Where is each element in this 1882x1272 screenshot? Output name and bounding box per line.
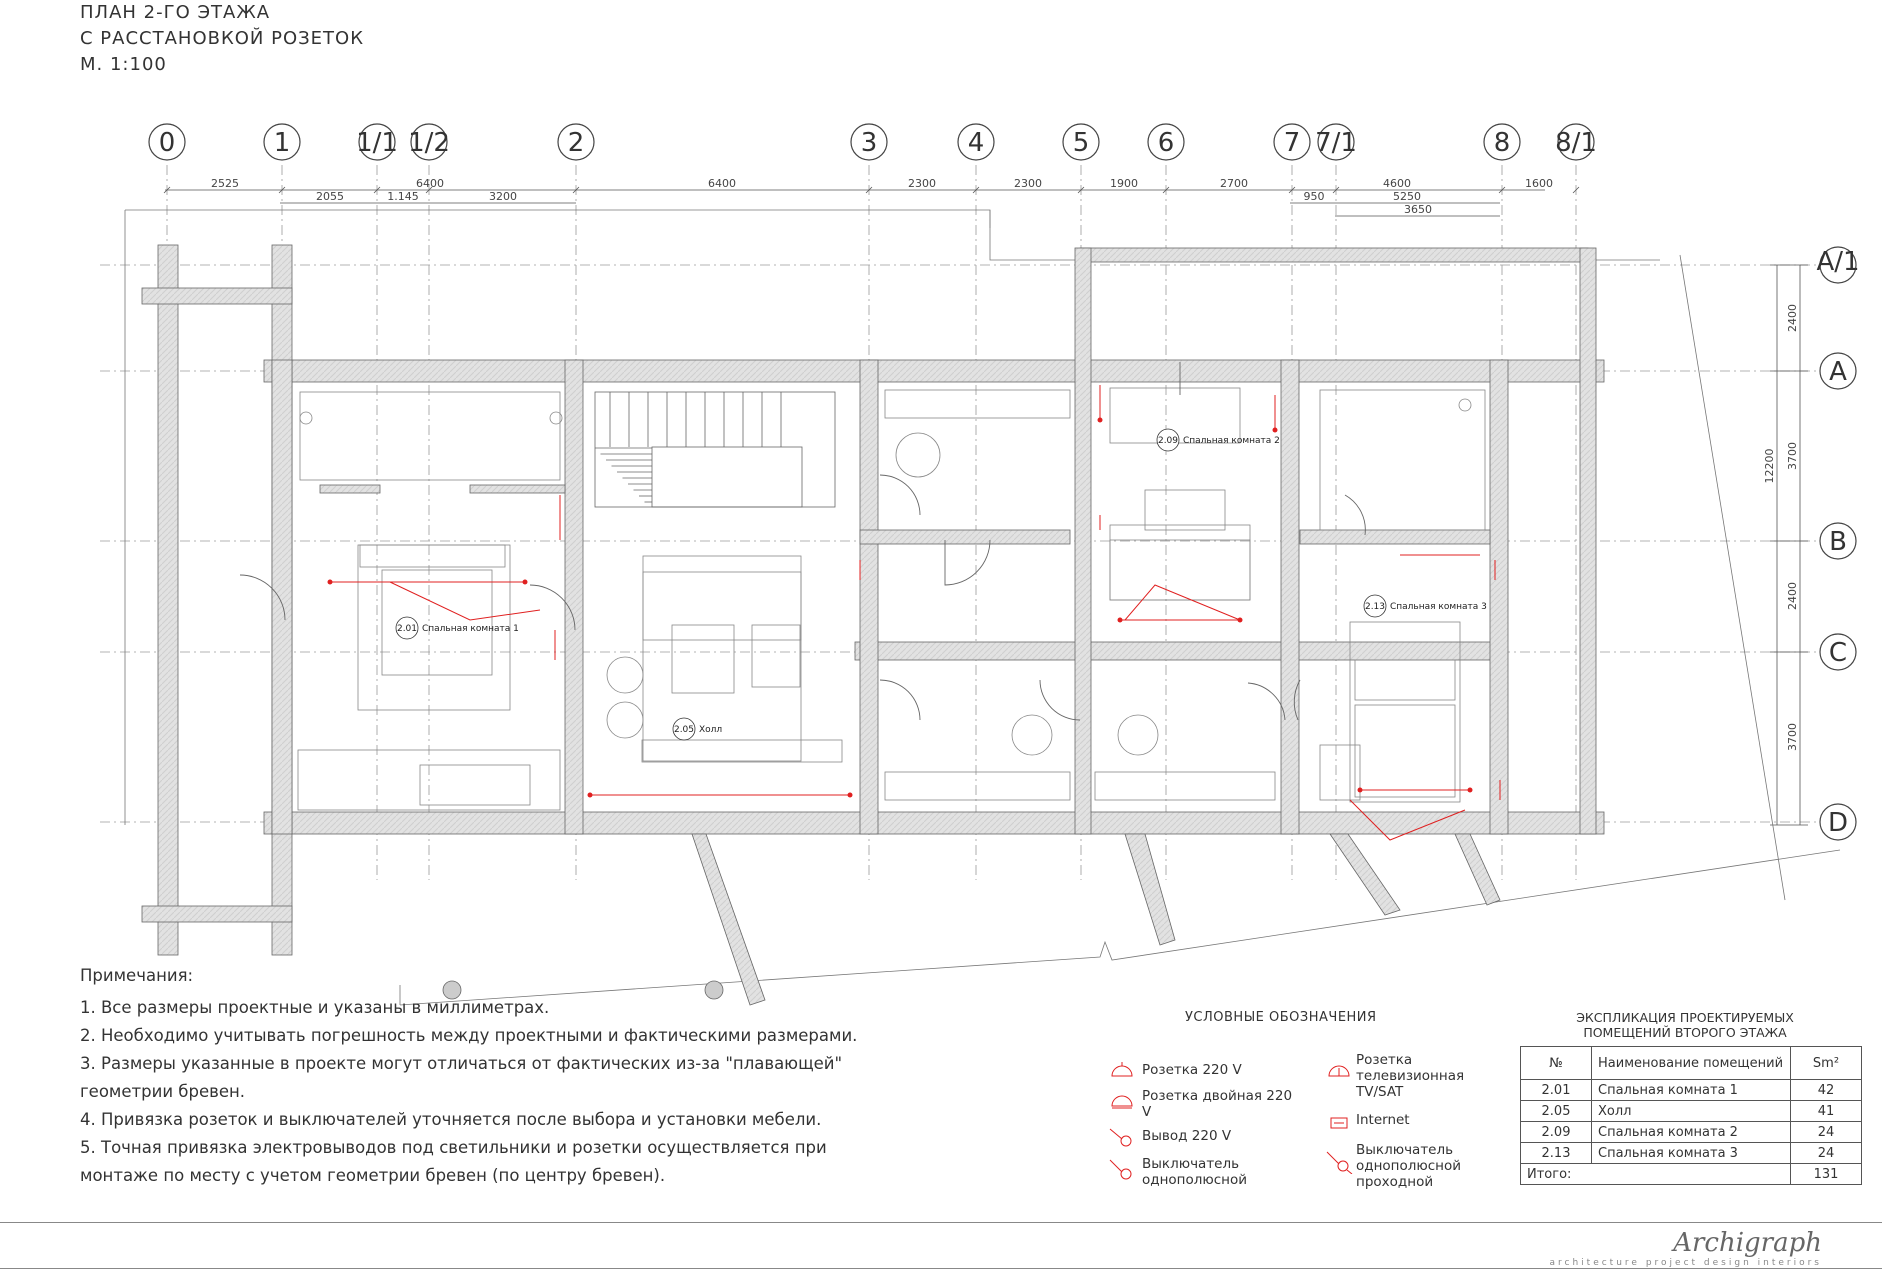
axis-marker-0 xyxy=(149,124,185,160)
company-logo: Archigraph xyxy=(1673,1228,1822,1258)
svg-text:4: 4 xyxy=(967,128,985,158)
dimension-label: 3700 xyxy=(1786,442,1799,470)
socket-icon xyxy=(1108,1060,1136,1084)
axis-marker-5 xyxy=(1063,124,1099,160)
table-row xyxy=(1521,1122,1862,1143)
svg-text:Спальная комната 1: Спальная комната 1 xyxy=(422,624,519,634)
axis-marker-7-1 xyxy=(1315,124,1357,160)
note-line: 5. Точная привязка электровыводов под светильники и розетки осуществляется при xyxy=(80,1138,827,1157)
dimension-label: 1600 xyxy=(1525,177,1553,190)
dimension-label: 1.145 xyxy=(387,190,419,203)
outlet-220-icon xyxy=(1108,1125,1136,1149)
svg-text:Холл: Холл xyxy=(699,725,723,735)
note-line: 2. Необходимо учитывать погрешность между проектными и фактическими размерами. xyxy=(80,1026,858,1045)
dimension-label: 6400 xyxy=(416,177,444,190)
svg-text:A: A xyxy=(1829,357,1847,387)
svg-text:A/1: A/1 xyxy=(1816,247,1860,277)
legend-label: Розетка двойная 220 V xyxy=(1142,1088,1293,1120)
cell-name: Холл xyxy=(1592,1101,1791,1122)
dimension-label: 2055 xyxy=(316,190,344,203)
footer-divider xyxy=(0,1222,1882,1223)
svg-text:Спальная комната 2: Спальная комната 2 xyxy=(1183,436,1280,446)
cell-name: Спальная комната 1 xyxy=(1592,1080,1791,1101)
svg-text:2.05: 2.05 xyxy=(673,725,695,735)
tv-socket-icon xyxy=(1325,1060,1353,1084)
svg-text:1/1: 1/1 xyxy=(356,128,398,158)
axis-marker-7 xyxy=(1274,124,1310,160)
dimension-label: 2300 xyxy=(1014,177,1042,190)
explication-title-line: ПОМЕЩЕНИЙ ВТОРОГО ЭТАЖА xyxy=(1583,1025,1787,1040)
legend-title: УСЛОВНЫЕ ОБОЗНАЧЕНИЯ xyxy=(1185,1010,1377,1025)
axis-marker-3 xyxy=(851,124,887,160)
explication xyxy=(1520,1010,1880,1182)
col-area-header: Sm² xyxy=(1791,1047,1862,1080)
dimension-label: 6400 xyxy=(708,177,736,190)
legend-label: Розетка телевизионная TV/SAT xyxy=(1356,1052,1465,1100)
pass-switch-icon xyxy=(1325,1150,1353,1174)
cell-num: 2.09 xyxy=(1521,1122,1592,1143)
svg-text:5: 5 xyxy=(1072,128,1090,158)
total-label: Итого: xyxy=(1521,1164,1791,1185)
company-tagline: architecture project design interiors xyxy=(1549,1258,1822,1268)
staircase xyxy=(595,392,835,507)
axis-marker-1-2 xyxy=(408,124,450,160)
svg-text:8/1: 8/1 xyxy=(1555,128,1597,158)
note-line: 1. Все размеры проектные и указаны в миллиметрах. xyxy=(80,998,550,1017)
dimension-chains xyxy=(164,187,1579,216)
svg-text:2.13: 2.13 xyxy=(1364,602,1386,612)
axis-marker-4 xyxy=(958,124,994,160)
table-row xyxy=(1521,1101,1862,1122)
plan-subtitle: С РАССТАНОВКОЙ РОЗЕТОК xyxy=(80,28,364,49)
plan-title: ПЛАН 2-ГО ЭТАЖА xyxy=(80,2,271,23)
dimension-label: 1900 xyxy=(1110,177,1138,190)
horizontal-axis-markers xyxy=(1816,247,1859,840)
dimension-label: 2400 xyxy=(1786,304,1799,332)
walls xyxy=(142,245,1604,955)
dimension-label: 5250 xyxy=(1393,190,1421,203)
cell-area: 42 xyxy=(1791,1080,1862,1101)
table-row xyxy=(1521,1080,1862,1101)
axis-marker-A xyxy=(1820,353,1856,389)
cell-num: 2.13 xyxy=(1521,1143,1592,1164)
cell-name: Спальная комната 3 xyxy=(1592,1143,1791,1164)
svg-text:1/2: 1/2 xyxy=(408,128,450,158)
note-line: геометрии бревен. xyxy=(80,1082,245,1101)
svg-text:0: 0 xyxy=(158,128,176,158)
axis-marker-2 xyxy=(558,124,594,160)
legend-label: Выключатель однополюсной xyxy=(1142,1156,1248,1188)
col-num-header: № xyxy=(1521,1047,1592,1080)
svg-text:8: 8 xyxy=(1493,128,1511,158)
axis-marker-8 xyxy=(1484,124,1520,160)
dimension-label: 3700 xyxy=(1786,723,1799,751)
explication-title-line: ЭКСПЛИКАЦИЯ ПРОЕКТИРУЕМЫХ xyxy=(1576,1010,1794,1025)
legend-label: Вывод 220 V xyxy=(1142,1128,1232,1144)
notes-section xyxy=(80,962,857,1190)
axis-grid xyxy=(100,165,1820,880)
svg-text:3: 3 xyxy=(860,128,878,158)
explication-table xyxy=(1520,1046,1862,1185)
axis-marker-B xyxy=(1820,523,1856,559)
cell-area: 24 xyxy=(1791,1122,1862,1143)
double-socket-icon xyxy=(1108,1090,1136,1114)
table-header-row xyxy=(1521,1047,1862,1080)
room-tag-2.01 xyxy=(396,617,519,639)
axis-marker-C xyxy=(1820,634,1856,670)
svg-text:6: 6 xyxy=(1157,128,1175,158)
axis-marker-D xyxy=(1820,804,1856,840)
svg-text:2.09: 2.09 xyxy=(1157,436,1179,446)
room-tag-2.13 xyxy=(1364,595,1487,617)
svg-text:2: 2 xyxy=(567,128,585,158)
table-total-row xyxy=(1521,1164,1862,1185)
note-line: монтаже по месту с учетом геометрии бревен (по центру бревен). xyxy=(80,1166,666,1185)
dimension-label: 4600 xyxy=(1383,177,1411,190)
note-line: 4. Привязка розеток и выключателей уточняется после выбора и установки мебели. xyxy=(80,1110,822,1129)
table-row xyxy=(1521,1143,1862,1164)
dimension-label: 3650 xyxy=(1404,203,1432,216)
dimension-label: 3200 xyxy=(489,190,517,203)
dimension-label: 2400 xyxy=(1786,582,1799,610)
electrical-socket-marks xyxy=(328,418,1473,798)
svg-text:2.01: 2.01 xyxy=(396,624,418,634)
dimension-label: 12200 xyxy=(1763,448,1776,484)
legend-label: Выключатель однополюсной проходной xyxy=(1356,1142,1462,1190)
svg-text:D: D xyxy=(1827,808,1849,838)
axis-marker-1-1 xyxy=(356,124,398,160)
furniture xyxy=(298,388,1485,810)
cell-num: 2.05 xyxy=(1521,1101,1592,1122)
dimension-label: 2700 xyxy=(1220,177,1248,190)
cell-num: 2.01 xyxy=(1521,1080,1592,1101)
cell-area: 41 xyxy=(1791,1101,1862,1122)
explication-title xyxy=(1520,1010,1850,1040)
svg-text:7/1: 7/1 xyxy=(1315,128,1357,158)
legend-label: Internet xyxy=(1356,1112,1410,1128)
svg-text:7: 7 xyxy=(1283,128,1301,158)
vertical-axis-markers xyxy=(149,124,1597,160)
svg-text:1: 1 xyxy=(273,128,291,158)
axis-marker-1 xyxy=(264,124,300,160)
plan-scale: М. 1:100 xyxy=(80,54,167,75)
svg-text:B: B xyxy=(1829,527,1847,557)
total-value: 131 xyxy=(1791,1164,1862,1185)
dimension-label: 2300 xyxy=(908,177,936,190)
dimension-label: 2525 xyxy=(211,177,239,190)
footer-divider xyxy=(0,1268,1882,1269)
axis-marker-A-1 xyxy=(1816,247,1859,283)
legend xyxy=(1100,1010,1520,1210)
svg-text:C: C xyxy=(1828,638,1848,668)
dimension-label: 950 xyxy=(1303,190,1325,203)
axis-marker-8-1 xyxy=(1555,124,1597,160)
legend-label: Розетка 220 V xyxy=(1142,1062,1242,1078)
note-line: 3. Размеры указанные в проекте могут отличаться от фактических из-за "плавающей" xyxy=(80,1054,843,1073)
cell-name: Спальная комната 2 xyxy=(1592,1122,1791,1143)
cell-area: 24 xyxy=(1791,1143,1862,1164)
col-name-header: Наименование помещений xyxy=(1592,1047,1791,1080)
svg-text:Спальная комната 3: Спальная комната 3 xyxy=(1390,602,1487,612)
internet-socket-icon xyxy=(1325,1110,1353,1134)
notes-heading: Примечания: xyxy=(80,966,194,985)
room-tag-2.09 xyxy=(1157,429,1280,451)
room-tag-2.05 xyxy=(673,718,722,740)
axis-marker-6 xyxy=(1148,124,1184,160)
switch-icon xyxy=(1108,1158,1136,1182)
